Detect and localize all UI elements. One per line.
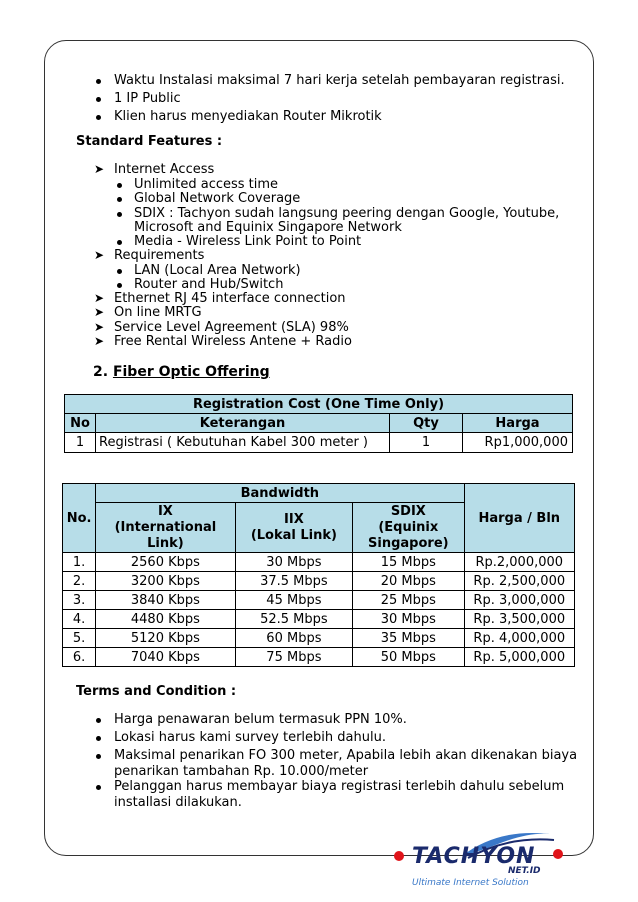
registration-table (64, 394, 573, 453)
table-row (63, 610, 575, 629)
arrow-bullet-icon: ➤ (94, 162, 105, 176)
table-cell: 7040 Kbps (96, 648, 236, 667)
feature-item: Service Level Agreement (SLA) 98% (114, 320, 349, 335)
terms-item: Harga penawaran belum termasuk PPN 10%. (114, 712, 407, 727)
header-line: Link) (147, 535, 184, 551)
table-cell: 30 Mbps (235, 553, 352, 572)
table-cell: 35 Mbps (353, 629, 464, 648)
col-header: Keterangan (96, 414, 390, 433)
col-header: Qty (390, 414, 463, 433)
bullet-dot (117, 283, 122, 288)
bullet-dot (96, 79, 101, 84)
arrow-bullet-icon: ➤ (94, 248, 105, 262)
logo-red-dot-left (394, 851, 404, 861)
arrow-bullet-icon: ➤ (94, 291, 105, 305)
terms-item: Lokasi harus kami survey terlebih dahulu. (114, 730, 386, 745)
table-cell: 75 Mbps (235, 648, 352, 667)
col-header-bandwidth: Bandwidth (96, 484, 464, 503)
table-cell: 1 (390, 433, 463, 453)
table-row (65, 433, 573, 453)
table-cell: Rp. 3,000,000 (464, 591, 574, 610)
table-cell: 52.5 Mbps (235, 610, 352, 629)
table-cell: 25 Mbps (353, 591, 464, 610)
feature-item: Requirements (114, 248, 205, 263)
arrow-bullet-icon: ➤ (94, 334, 105, 348)
feature-subitem: Unlimited access time (134, 177, 279, 192)
feature-item: Ethernet RJ 45 interface connection (114, 291, 346, 306)
col-header-iix (235, 503, 352, 553)
table-cell: 30 Mbps (353, 610, 464, 629)
table-cell: 15 Mbps (353, 553, 464, 572)
table-row (63, 629, 575, 648)
bullet-text: Waktu Instalasi maksimal 7 hari kerja setelah pembayaran registrasi. (114, 73, 565, 88)
bullet-dot (96, 785, 101, 790)
header-line: (International (114, 519, 217, 535)
terms-item-continued: installasi dilakukan. (114, 795, 242, 810)
feature-item: Internet Access (114, 162, 215, 177)
table-cell: 2. (63, 572, 96, 591)
terms-item: Maksimal penarikan FO 300 meter, Apabila lebih akan dikenakan biaya (114, 748, 578, 763)
table-cell: 4480 Kbps (96, 610, 236, 629)
table-cell: 1. (63, 553, 96, 572)
standard-features-heading: Standard Features : (76, 134, 223, 149)
logo-tagline: Ultimate Internet Solution (412, 878, 529, 888)
table-cell: 45 Mbps (235, 591, 352, 610)
feature-subitem: Router and Hub/Switch (134, 277, 284, 292)
table-cell: 4. (63, 610, 96, 629)
bullet-dot (117, 212, 122, 217)
col-header: No (65, 414, 96, 433)
col-header-sdix (353, 503, 464, 553)
table-cell: 5120 Kbps (96, 629, 236, 648)
bullet-dot (96, 718, 101, 723)
col-header-no: No. (63, 484, 96, 553)
table-row (63, 553, 575, 572)
col-header-ix (96, 503, 236, 553)
header-line: Singapore) (368, 535, 449, 551)
col-header: Harga (463, 414, 573, 433)
table-cell: 2560 Kbps (96, 553, 236, 572)
bullet-dot (96, 754, 101, 759)
table-cell: 3. (63, 591, 96, 610)
table-cell: Rp. 3,500,000 (464, 610, 574, 629)
header-line: IX (157, 503, 173, 519)
table-cell: 20 Mbps (353, 572, 464, 591)
bullet-dot (117, 183, 122, 188)
header-line: (Equinix (378, 519, 439, 535)
logo-brand: TACHYON (412, 844, 536, 869)
table-row (63, 591, 575, 610)
bullet-dot (117, 269, 122, 274)
feature-subitem: SDIX : Tachyon sudah langsung peering dengan Google, Youtube, (134, 206, 560, 221)
feature-subitem: Global Network Coverage (134, 191, 301, 206)
terms-item: Pelanggan harus membayar biaya registrasi terlebih dahulu sebelum (114, 779, 565, 794)
col-header-price: Harga / Bln (464, 484, 574, 553)
header-line: (Lokal Link) (250, 527, 337, 543)
table-cell: Rp. 5,000,000 (464, 648, 574, 667)
bullet-text: Klien harus menyediakan Router Mikrotik (114, 109, 382, 124)
feature-subitem: Media - Wireless Link Point to Point (134, 234, 362, 249)
table-cell: 50 Mbps (353, 648, 464, 667)
table-cell: 3840 Kbps (96, 591, 236, 610)
table-cell: 5. (63, 629, 96, 648)
bandwidth-table (62, 483, 575, 667)
header-line: SDIX (390, 503, 426, 519)
feature-subitem-continued: Microsoft and Equinix Singapore Network (134, 220, 402, 235)
feature-item: Free Rental Wireless Antene + Radio (114, 334, 352, 349)
section-title: Fiber Optic Offering (112, 364, 270, 380)
bullet-text: 1 IP Public (114, 91, 181, 106)
table-row (63, 648, 575, 667)
feature-item: On line MRTG (114, 305, 202, 320)
table-cell: 6. (63, 648, 96, 667)
bullet-dot (96, 736, 101, 741)
table-cell: Registrasi ( Kebutuhan Kabel 300 meter ) (96, 433, 390, 453)
arrow-bullet-icon: ➤ (94, 305, 105, 319)
terms-item-continued: penarikan tambahan Rp. 10.000/meter (114, 764, 369, 779)
table-cell: 60 Mbps (235, 629, 352, 648)
bullet-dot (96, 115, 101, 120)
table-cell: 3200 Kbps (96, 572, 236, 591)
feature-subitem: LAN (Local Area Network) (134, 263, 301, 278)
bullet-dot (96, 97, 101, 102)
logo-domain: NET.ID (508, 866, 541, 876)
header-line: IIX (284, 511, 304, 527)
bullet-dot (117, 197, 122, 202)
table-row (63, 572, 575, 591)
table-cell: Rp. 4,000,000 (464, 629, 574, 648)
section-number: 2. (93, 364, 109, 380)
table-cell: Rp.2,000,000 (464, 553, 574, 572)
terms-heading: Terms and Condition : (76, 684, 237, 699)
table-cell: Rp1,000,000 (463, 433, 573, 453)
table-cell: Rp. 2,500,000 (464, 572, 574, 591)
table-cell: 1 (65, 433, 96, 453)
table-cell: 37.5 Mbps (235, 572, 352, 591)
registration-title: Registration Cost (One Time Only) (65, 395, 573, 414)
arrow-bullet-icon: ➤ (94, 320, 105, 334)
section-heading (93, 364, 270, 380)
bullet-dot (117, 240, 122, 245)
